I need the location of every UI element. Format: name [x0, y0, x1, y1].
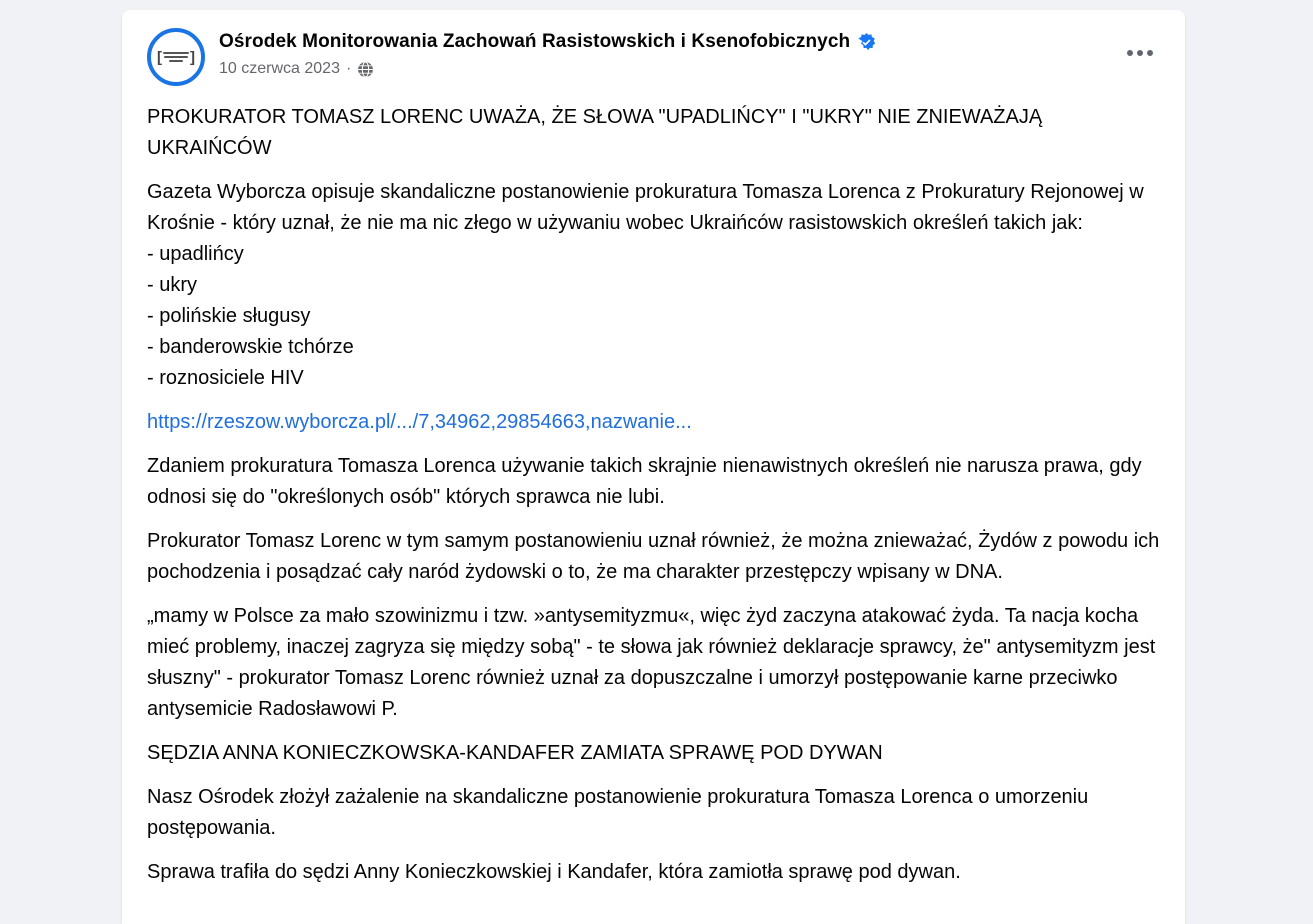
post-text-line: - upadlińcy [147, 243, 244, 265]
omzrik-brackets-logo-icon: [ ] [157, 48, 195, 66]
post-header-text [219, 28, 876, 78]
post-meta [219, 60, 876, 78]
post-paragraph: Prokurator Tomasz Lorenc w tym samym postanowieniu uznał również, że można znieważać, Żydów z powodu ich pochodzenia i posądzać cały naród żydowski o to, że ma charakter przestępczy wpisany w DNA. [147, 530, 1160, 583]
post-text-line: - banderowskie tchórze [147, 336, 354, 358]
post-paragraph: Zdaniem prokuratura Tomasza Lorenca używanie takich skrajnie nienawistnych określeń nie narusza prawa, gdy odnosi się do "określonych osób" których sprawca nie lubi. [147, 455, 1142, 508]
post-paragraph: Nasz Ośrodek złożył zażalenie na skandaliczne postanowienie prokuratura Tomasza Lorenca o umorzeniu postępowania. [147, 786, 1089, 839]
post-paragraph [147, 177, 1160, 394]
post-text-line: - ukry [147, 274, 197, 296]
post-options-button[interactable] [1121, 40, 1159, 66]
ellipsis-icon [1127, 50, 1133, 56]
post-paragraph-clipped: Sprawa trafiła do sędzi Anny Konieczkowskiej i Kandafer, która zamiotła sprawę pod dywan. [147, 861, 961, 883]
verified-badge-icon [857, 33, 876, 52]
post-body [122, 86, 1185, 888]
post-paragraph: „mamy w Polsce za mało szowinizmu i tzw. »antysemityzmu«, więc żyd zaczyna atakować żyda. Ta nacja kocha mieć problemy, inaczej zagryza się między sobą" - te słowa jak również deklaracje sprawcy, że" antysemityzm jest słuszny" - prokurator Tomasz Lorenc również uznał za dopuszczalne i umorzył postępowanie karne przeciwko antysemicie Radosławowi P. [147, 605, 1156, 720]
post-date-link[interactable]: 10 czerwca 2023 [219, 60, 340, 77]
post-header [122, 10, 1185, 86]
post-paragraph: SĘDZIA ANNA KONIECZKOWSKA-KANDAFER ZAMIATA SPRAWĘ POD DYWAN [147, 742, 883, 764]
globe-icon [357, 61, 374, 78]
page-avatar[interactable] [147, 28, 205, 86]
post-text-line: - polińskie sługusy [147, 305, 311, 327]
page-name-link[interactable]: Ośrodek Monitorowania Zachowań Rasistowskich i Ksenofobicznych [219, 31, 851, 52]
post-card [122, 10, 1185, 924]
post-link-paragraph [147, 407, 1160, 438]
post-text-line: Gazeta Wyborcza opisuje skandaliczne postanowienie prokuratura Tomasza Lorenca z Prokuratury Rejonowej w Krośnie - który uznał, że nie ma nic złego w używaniu wobec Ukraińców rasistowskich określeń takich jak: [147, 181, 1144, 234]
post-paragraph: PROKURATOR TOMASZ LORENC UWAŻA, ŻE SŁOWA "UPADLIŃCY" I "UKRY" NIE ZNIEWAŻAJĄ UKRAIŃCÓW [147, 106, 1043, 159]
meta-separator: · [345, 60, 352, 77]
post-text-line: - roznosiciele HIV [147, 367, 304, 389]
post-external-link[interactable]: https://rzeszow.wyborcza.pl/.../7,34962,29854663,nazwanie... [147, 411, 692, 433]
